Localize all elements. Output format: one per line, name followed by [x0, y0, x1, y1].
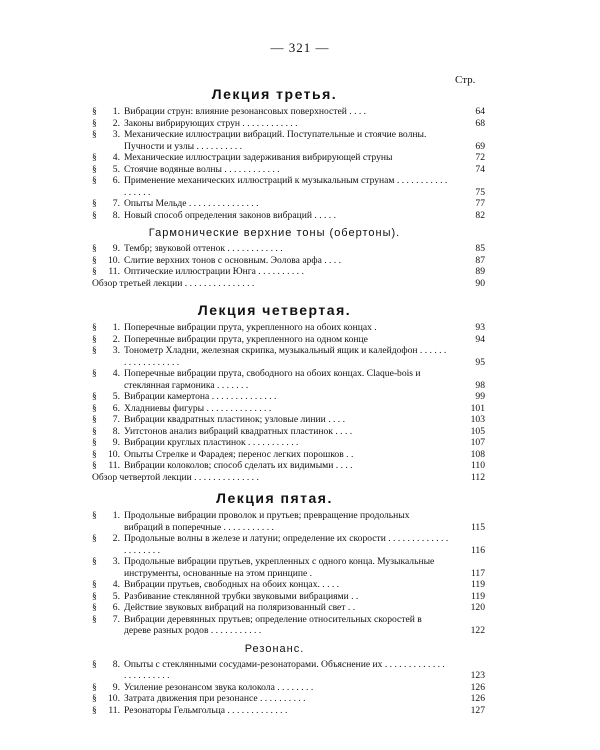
- paragraph-sign: §: [92, 658, 97, 670]
- toc-entry[interactable]: [92, 693, 485, 705]
- toc-entry[interactable]: [92, 704, 485, 717]
- entry-page: 85: [475, 243, 485, 254]
- entry-number: 7.: [112, 613, 120, 625]
- paragraph-sign: §: [92, 322, 97, 333]
- lecture-section-4: [92, 302, 485, 483]
- toc-entry[interactable]: [92, 533, 485, 556]
- entry-page: 87: [475, 254, 485, 266]
- paragraph-sign: §: [92, 613, 97, 625]
- entry-page: 105: [470, 425, 485, 437]
- entry-number: 2.: [112, 533, 120, 544]
- paragraph-sign: §: [92, 368, 97, 379]
- paragraph-sign: §: [92, 590, 97, 602]
- toc-entry[interactable]: [92, 613, 485, 637]
- paragraph-sign: §: [92, 209, 97, 221]
- toc-entry[interactable]: [92, 266, 485, 278]
- paragraph-sign: §: [92, 254, 97, 266]
- paragraph-sign: §: [92, 175, 97, 186]
- entry-number: 2.: [112, 117, 120, 129]
- toc-entry[interactable]: [92, 579, 485, 591]
- entry-title: Затрата движения при резонансе . . . . . . . . . .: [124, 693, 306, 704]
- entry-page: 119: [470, 590, 485, 602]
- entry-page: 120: [470, 602, 485, 613]
- entry-title: Опыты Стрелке и Фарадея; перенос легких порошков . .: [124, 448, 354, 460]
- entry-page: 94: [475, 333, 485, 345]
- entry-number: 10.: [108, 448, 120, 460]
- paragraph-sign: §: [92, 681, 97, 693]
- paragraph-sign: §: [92, 425, 97, 437]
- toc-entry[interactable]: [92, 163, 485, 176]
- paragraph-sign: §: [92, 414, 97, 425]
- entry-page: 101: [470, 402, 485, 414]
- overview-page: 112: [470, 471, 485, 483]
- lecture-overview[interactable]: [92, 471, 485, 484]
- entry-title: Поперечные вибрации прута, укрепленного на одном конце: [124, 333, 368, 345]
- lecture-section-3: [92, 86, 485, 289]
- toc-entry[interactable]: [92, 460, 485, 472]
- entry-page: 69: [475, 140, 485, 152]
- toc-entry[interactable]: [92, 414, 485, 426]
- toc-entry[interactable]: [92, 391, 485, 403]
- paragraph-sign: §: [92, 602, 97, 613]
- entry-title: Вибрации камертона . . . . . . . . . . . . . .: [124, 391, 277, 402]
- toc-entry[interactable]: [92, 425, 485, 438]
- toc-entry[interactable]: [92, 333, 485, 346]
- entry-title: Опыты с стеклянными сосудами-резонаторами. Объяснение их . . . . . . . . . . . . . . . . . . . . . . .: [124, 658, 445, 681]
- toc-entry[interactable]: [92, 152, 485, 164]
- paragraph-sign: §: [92, 345, 97, 356]
- entry-title: Стоячие водяные волны . . . . . . . . . . . .: [124, 163, 280, 175]
- entry-title: Поперечные вибрации прута, укрепленного на обоих концах .: [124, 322, 377, 333]
- entry-title: Опыты Мельде . . . . . . . . . . . . . . .: [124, 198, 259, 209]
- paragraph-sign: §: [92, 333, 97, 345]
- paragraph-sign: §: [92, 152, 97, 163]
- lecture-title: Лекция третья.: [211, 86, 338, 102]
- paragraph-sign: §: [92, 198, 97, 209]
- entry-page: 103: [470, 414, 485, 425]
- toc-entry[interactable]: [92, 658, 485, 682]
- entry-page: 93: [475, 322, 485, 333]
- entry-page: 64: [475, 106, 485, 117]
- entry-title: Поперечные вибрации прута, свободного на обоих концах. Claque-bois и стеклянная гармоника . . . . . . .: [124, 368, 421, 391]
- paragraph-sign: §: [92, 693, 97, 704]
- toc-entry[interactable]: [92, 345, 485, 368]
- lecture-title: Лекция пятая.: [216, 490, 333, 506]
- entry-title: Оптические иллюстрации Юнга . . . . . . . . . .: [124, 266, 304, 277]
- entry-number: 6.: [112, 602, 120, 613]
- entry-page: 119: [470, 579, 485, 590]
- toc-entry[interactable]: [92, 243, 485, 255]
- entry-title: Тонометр Хладни, железная скрипка, музыкальный ящик и калейдофон . . . . . . . . . . . . . . . . . .: [124, 345, 447, 368]
- entry-number: 9.: [112, 437, 120, 448]
- paragraph-sign: §: [92, 437, 97, 448]
- entry-number: 8.: [112, 425, 120, 437]
- toc-entry[interactable]: [92, 590, 485, 603]
- entry-title: Слитие верхних тонов с основным. Эолова арфа . . . .: [124, 254, 342, 266]
- entry-number: 6.: [112, 402, 120, 414]
- entry-number: 7.: [112, 198, 120, 209]
- paragraph-sign: §: [92, 448, 97, 460]
- entry-title: Продольные вибрации проволок и прутьев; превращение продольных вибраций в поперечные . . . . . . . . . . .: [124, 510, 410, 533]
- entry-number: 5.: [112, 391, 120, 402]
- entry-page: 115: [470, 521, 485, 533]
- entry-title: Усиление резонансом звука колокола . . . . . . . .: [124, 681, 314, 693]
- entry-title: Механические иллюстрации задерживания вибрирующей струны: [124, 152, 393, 163]
- entry-page: 74: [475, 163, 485, 175]
- entry-title: Вибрации колоколов; способ сделать их видимыми . . . .: [124, 460, 353, 471]
- entry-page: 126: [470, 693, 485, 704]
- toc-entry[interactable]: [92, 448, 485, 461]
- entry-page: 72: [475, 152, 485, 163]
- toc-entry[interactable]: [92, 681, 485, 694]
- entry-title: Вибрации квадратных пластинок; узловые линии . . . .: [124, 414, 345, 425]
- paragraph-sign: §: [92, 579, 97, 590]
- entry-title: Резонаторы Гельмгольца . . . . . . . . . . . . .: [124, 704, 288, 716]
- entry-title: Вибрации круглых пластинок . . . . . . . . . . .: [124, 437, 299, 448]
- entry-number: 4.: [112, 152, 120, 163]
- entry-number: 3.: [112, 345, 120, 356]
- entry-page: 107: [470, 437, 485, 448]
- overview-page: 90: [475, 277, 485, 289]
- entry-number: 11.: [108, 460, 120, 471]
- paragraph-sign: §: [92, 163, 97, 175]
- entry-page: 75: [475, 186, 485, 198]
- paragraph-sign: §: [92, 117, 97, 129]
- page-column-label: Стр.: [455, 74, 476, 86]
- entry-number: 8.: [112, 209, 120, 221]
- entry-title: Законы вибрирующих струн . . . . . . . . . . . .: [124, 117, 298, 129]
- paragraph-sign: §: [92, 129, 97, 140]
- entry-page: 82: [475, 209, 485, 221]
- entry-title: Тембр; звуковой оттенок . . . . . . . . . . . .: [124, 243, 283, 254]
- entry-title: Продольные волны в железе и латуни; определение их скорости . . . . . . . . . . . . . . . . . . . . .: [124, 533, 449, 556]
- page-number: — 321 —: [270, 40, 330, 55]
- entry-number: 6.: [112, 175, 120, 186]
- entry-title: Вибрации деревянных прутьев; определение относительных скоростей в дереве разных родов . . . . . . . . . . .: [124, 613, 422, 636]
- paragraph-sign: §: [92, 402, 97, 414]
- entry-page: 126: [470, 681, 485, 693]
- entry-number: 10.: [108, 693, 120, 704]
- lecture-overview[interactable]: [92, 277, 485, 290]
- entry-number: 9.: [112, 243, 120, 254]
- overview-title: Обзор четвертой лекции . . . . . . . . . . . . . .: [92, 471, 259, 483]
- toc-entry[interactable]: [92, 322, 485, 334]
- paragraph-sign: §: [92, 106, 97, 117]
- entry-page: 117: [470, 567, 485, 579]
- entry-page: 116: [470, 544, 485, 556]
- entry-number: 9.: [112, 681, 120, 693]
- toc-entry[interactable]: [92, 437, 485, 449]
- toc-entry[interactable]: [92, 175, 485, 198]
- entry-title: Новый способ определения законов вибраций . . . . .: [124, 209, 336, 221]
- entry-page: 77: [475, 198, 485, 209]
- subsection-title: Резонанс.: [244, 642, 305, 655]
- entry-page: 127: [470, 704, 485, 716]
- entry-title: Продольные вибрации прутьев, укрепленных с одного конца. Музыкальные инструменты, основанные на этом принципе .: [124, 556, 435, 579]
- toc-entry[interactable]: [92, 129, 485, 152]
- entry-page: 123: [470, 670, 485, 681]
- entry-number: 3.: [112, 556, 120, 567]
- entry-number: 8.: [112, 658, 120, 670]
- entry-page: 95: [475, 356, 485, 368]
- entry-number: 11.: [108, 704, 120, 716]
- entry-number: 4.: [112, 579, 120, 590]
- paragraph-sign: §: [92, 460, 97, 471]
- lecture-section-5: [92, 490, 485, 716]
- lecture-title: Лекция четвертая.: [197, 302, 352, 318]
- subsection-title: Гармонические верхние тоны (обертоны).: [148, 227, 401, 239]
- toc-entry[interactable]: [92, 254, 485, 267]
- entry-page: 110: [470, 460, 485, 471]
- entry-page: 98: [475, 379, 485, 391]
- entry-number: 5.: [112, 163, 120, 175]
- paragraph-sign: §: [92, 556, 97, 567]
- overview-title: Обзор третьей лекции . . . . . . . . . . . . . . .: [92, 277, 255, 289]
- entry-number: 10.: [108, 254, 120, 266]
- entry-page: 108: [470, 448, 485, 460]
- toc-entry[interactable]: [92, 106, 485, 118]
- entry-title: Разбивание стеклянной трубки звуковыми вибрациями . .: [124, 590, 359, 602]
- entry-number: 5.: [112, 590, 120, 602]
- toc-entry[interactable]: [92, 556, 485, 579]
- entry-title: Уитстонов анализ вибраций квадратных пластинок . . . .: [124, 425, 353, 437]
- entry-title: Применение механических иллюстраций к музыкальным струнам . . . . . . . . . . . . . . . . .: [124, 175, 448, 198]
- entry-number: 2.: [112, 333, 120, 345]
- toc-entry[interactable]: [92, 368, 485, 391]
- entry-page: 99: [475, 391, 485, 402]
- entry-number: 1.: [112, 322, 120, 333]
- toc-entry[interactable]: [92, 198, 485, 210]
- entry-title: Вибрации прутьев, свободных на обоих концах. . . . .: [124, 579, 340, 590]
- toc-entry[interactable]: [92, 209, 485, 222]
- entry-page: 122: [470, 625, 485, 636]
- toc-entry[interactable]: [92, 602, 485, 614]
- paragraph-sign: §: [92, 510, 97, 521]
- paragraph-sign: §: [92, 704, 97, 716]
- paragraph-sign: §: [92, 243, 97, 254]
- entry-page: 68: [475, 117, 485, 129]
- toc-entry[interactable]: [92, 510, 485, 533]
- toc-entry[interactable]: [92, 117, 485, 130]
- entry-title: Хладниевы фигуры . . . . . . . . . . . . . .: [124, 402, 272, 414]
- paragraph-sign: §: [92, 533, 97, 544]
- entry-number: 11.: [108, 266, 120, 277]
- entry-title: Механические иллюстрации вибраций. Поступательные и стоячие волны. Пучности и узлы . . . . . . . . . .: [124, 129, 427, 152]
- entry-number: 1.: [112, 510, 120, 521]
- entry-number: 7.: [112, 414, 120, 425]
- entry-number: 1.: [112, 106, 120, 117]
- paragraph-sign: §: [92, 391, 97, 402]
- paragraph-sign: §: [92, 266, 97, 277]
- entry-title: Вибрации струн: влияние резонансовых поверхностей . . . .: [124, 106, 367, 117]
- entry-number: 4.: [112, 368, 120, 379]
- entry-title: Действие звуковых вибраций на поляризованный свет . .: [124, 602, 356, 613]
- toc-entry[interactable]: [92, 402, 485, 415]
- entry-number: 3.: [112, 129, 120, 140]
- entry-page: 89: [475, 266, 485, 277]
